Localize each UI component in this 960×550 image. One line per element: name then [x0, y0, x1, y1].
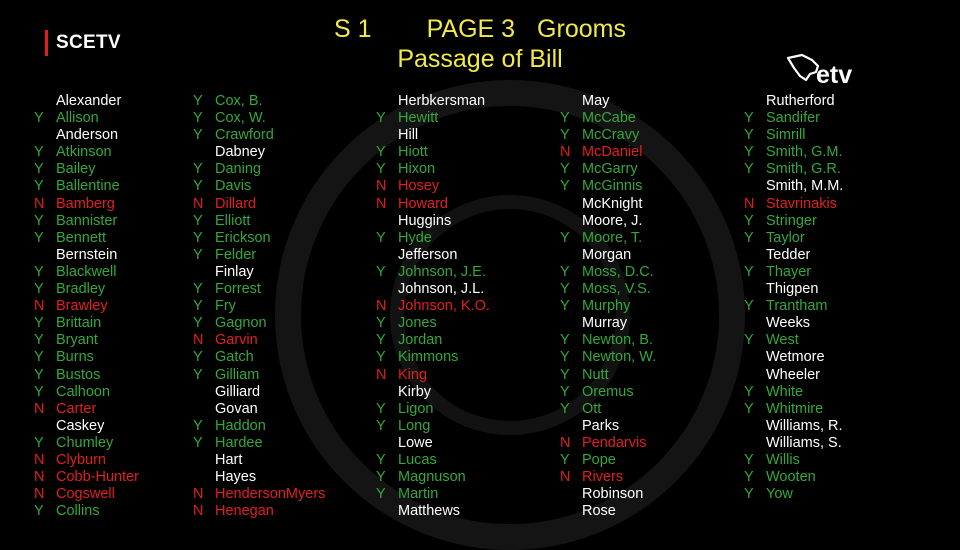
member-name: Gatch	[215, 349, 254, 366]
vote-mark: Y	[193, 417, 203, 434]
vote-mark: N	[560, 434, 571, 451]
member-name: Smith, G.M.	[766, 144, 843, 161]
member-name: Simrill	[766, 127, 806, 144]
member-name: Howard	[398, 195, 448, 212]
vote-mark: N	[193, 195, 204, 212]
vote-mark: Y	[193, 229, 203, 246]
member-name: Martin	[398, 486, 439, 503]
vote-mark: Y	[376, 110, 386, 127]
vote-mark: Y	[34, 366, 44, 383]
member-name: Bennett	[56, 229, 106, 246]
member-name: Alexander	[56, 93, 122, 109]
bill-sponsor: Grooms	[537, 15, 626, 43]
member-name: Lucas	[398, 451, 437, 468]
member-name: Hyde	[398, 229, 432, 246]
member-name: Gagnon	[215, 315, 267, 332]
member-name: Wooten	[766, 469, 816, 486]
vote-title: Passage of Bill	[397, 45, 563, 73]
vote-mark: N	[193, 486, 204, 503]
member-name: Bustos	[56, 366, 101, 383]
vote-mark: Y	[34, 315, 44, 332]
member-name: Carter	[56, 400, 97, 417]
vote-mark: N	[34, 451, 45, 468]
vote-mark: N	[193, 332, 204, 349]
vote-mark: Y	[560, 161, 570, 178]
vote-mark: Y	[560, 127, 570, 144]
vote-mark: Y	[560, 366, 570, 383]
vote-mark: N	[34, 469, 45, 486]
member-name: Newton, B.	[582, 332, 653, 349]
member-name: Hixon	[398, 161, 436, 178]
member-name: Hayes	[215, 469, 257, 486]
member-name: Gilliard	[215, 383, 261, 400]
member-name: Morgan	[582, 246, 632, 263]
vote-mark: Y	[376, 349, 386, 366]
member-name: McCabe	[582, 110, 636, 127]
bill-header	[0, 14, 960, 44]
member-name: HendersonMyers	[215, 486, 326, 503]
vote-mark: Y	[560, 229, 570, 246]
vote-mark: Y	[34, 383, 44, 400]
vote-mark: Y	[193, 298, 203, 315]
vote-mark: Y	[193, 161, 203, 178]
member-name: May	[582, 93, 610, 109]
vote-mark: N	[376, 195, 387, 212]
member-name: Hewitt	[398, 110, 439, 127]
member-name: Bailey	[56, 161, 96, 178]
vote-mark: Y	[34, 110, 44, 127]
vote-mark: Y	[744, 451, 754, 468]
member-name: Moore, T.	[582, 229, 643, 246]
member-name: Hardee	[215, 434, 263, 451]
vote-mark: Y	[34, 349, 44, 366]
member-name: Yow	[766, 486, 793, 503]
member-name: Bannister	[56, 212, 118, 229]
member-name: Robinson	[582, 486, 644, 503]
member-name: Pendarvis	[582, 434, 647, 451]
vote-mark: Y	[560, 451, 570, 468]
vote-mark: N	[193, 503, 204, 520]
member-name: Bernstein	[56, 246, 118, 263]
member-name: Hiott	[398, 144, 428, 161]
member-name: Chumley	[56, 434, 114, 451]
member-name: Finlay	[215, 263, 254, 280]
member-name: Cogswell	[56, 486, 115, 503]
vote-mark: Y	[193, 110, 203, 127]
member-name: Huggins	[398, 212, 452, 229]
vote-mark: Y	[560, 263, 570, 280]
member-name: Ott	[582, 400, 602, 417]
member-name: Blackwell	[56, 263, 117, 280]
member-name: Dabney	[215, 144, 265, 161]
vote-mark: Y	[744, 212, 754, 229]
vote-mark: Y	[744, 332, 754, 349]
vote-mark: Y	[193, 178, 203, 195]
member-name: Thayer	[766, 263, 812, 280]
member-name: Jordan	[398, 332, 443, 349]
member-name: Kimmons	[398, 349, 459, 366]
vote-mark: Y	[193, 212, 203, 229]
member-name: Smith, M.M.	[766, 178, 844, 195]
vote-mark: Y	[376, 161, 386, 178]
vote-mark: Y	[376, 469, 386, 486]
vote-mark: Y	[560, 110, 570, 127]
vote-mark: Y	[744, 144, 754, 161]
vote-mark: Y	[744, 161, 754, 178]
vote-mark: Y	[744, 486, 754, 503]
member-name: Rose	[582, 503, 616, 520]
member-name: Hosey	[398, 178, 440, 195]
member-name: Calhoon	[56, 383, 111, 400]
vote-mark: Y	[34, 212, 44, 229]
member-name: Matthews	[398, 503, 461, 520]
vote-mark: Y	[744, 469, 754, 486]
vote-mark: Y	[193, 315, 203, 332]
vote-mark: Y	[744, 110, 754, 127]
vote-mark: Y	[193, 366, 203, 383]
member-name: Stringer	[766, 212, 817, 229]
member-name: McDaniel	[582, 144, 643, 161]
member-name: Kirby	[398, 383, 432, 400]
vote-mark: N	[376, 298, 387, 315]
vote-mark: Y	[560, 332, 570, 349]
vote-mark: Y	[34, 263, 44, 280]
vote-mark: Y	[376, 486, 386, 503]
vote-mark: N	[744, 195, 755, 212]
vote-mark: N	[34, 195, 45, 212]
vote-mark: Y	[193, 349, 203, 366]
vote-mark: Y	[376, 144, 386, 161]
member-name: Burns	[56, 349, 94, 366]
svg-text:etv: etv	[816, 61, 853, 88]
member-name: Trantham	[766, 298, 828, 315]
vote-mark: Y	[193, 127, 203, 144]
vote-mark: Y	[193, 281, 203, 298]
vote-mark: Y	[744, 263, 754, 280]
member-name: Wheeler	[766, 366, 820, 383]
member-name: Williams, R.	[766, 417, 843, 434]
member-name: Felder	[215, 246, 257, 263]
member-name: Elliott	[215, 212, 251, 229]
member-name: Dillard	[215, 195, 257, 212]
member-name: Johnson, J.L.	[398, 281, 485, 298]
member-name: Davis	[215, 178, 252, 195]
member-name: West	[766, 332, 799, 349]
member-name: McGarry	[582, 161, 638, 178]
vote-mark: Y	[560, 349, 570, 366]
member-name: Erickson	[215, 229, 271, 246]
member-name: Thigpen	[766, 281, 819, 298]
bill-number: S 1	[334, 15, 372, 43]
member-name: Jefferson	[398, 246, 458, 263]
scetv-logo: SCETV	[45, 30, 121, 56]
member-name: Anderson	[56, 127, 119, 144]
vote-mark: Y	[34, 161, 44, 178]
member-name: Sandifer	[766, 110, 821, 127]
member-name: Cox, B.	[215, 93, 263, 109]
vote-mark: Y	[376, 451, 386, 468]
member-name: Crawford	[215, 127, 274, 144]
member-name: Smith, G.R.	[766, 161, 841, 178]
member-name: Garvin	[215, 332, 258, 349]
vote-mark: Y	[376, 332, 386, 349]
member-name: Bradley	[56, 281, 106, 298]
member-name: Oremus	[582, 383, 634, 400]
member-name: Tedder	[766, 246, 811, 263]
member-name: Murray	[582, 315, 628, 332]
member-name: Fry	[215, 298, 236, 315]
member-name: Allison	[56, 110, 99, 127]
member-name: Collins	[56, 503, 100, 520]
member-name: Brittain	[56, 315, 102, 332]
vote-mark: Y	[34, 434, 44, 451]
vote-mark: Y	[744, 229, 754, 246]
member-name: Cox, W.	[215, 110, 266, 127]
member-name: Gilliam	[215, 366, 260, 383]
member-name: McKnight	[582, 195, 643, 212]
vote-mark: N	[34, 486, 45, 503]
member-name: Weeks	[766, 315, 811, 332]
member-name: Johnson, J.E.	[398, 263, 486, 280]
vote-mark: Y	[560, 383, 570, 400]
member-name: Johnson, K.O.	[398, 298, 490, 315]
member-name: Lowe	[398, 434, 433, 451]
vote-mark: Y	[744, 127, 754, 144]
member-name: Brawley	[56, 298, 108, 315]
vote-mark: Y	[376, 263, 386, 280]
member-name: Daning	[215, 161, 261, 178]
member-name: Ballentine	[56, 178, 120, 195]
vote-mark: Y	[560, 178, 570, 195]
vote-mark: N	[34, 400, 45, 417]
member-name: Willis	[766, 451, 800, 468]
member-name: Herbkersman	[398, 93, 486, 109]
member-name: White	[766, 383, 804, 400]
member-name: Govan	[215, 400, 258, 417]
vote-mark: Y	[744, 298, 754, 315]
member-name: Haddon	[215, 417, 266, 434]
member-name: Moss, V.S.	[582, 281, 651, 298]
vote-mark: Y	[34, 144, 44, 161]
vote-mark: Y	[744, 400, 754, 417]
vote-mark: Y	[34, 229, 44, 246]
vote-mark: N	[376, 178, 387, 195]
vote-mark: N	[560, 469, 571, 486]
member-name: Bryant	[56, 332, 98, 349]
member-name: Bamberg	[56, 195, 115, 212]
vote-mark: Y	[193, 434, 203, 451]
member-name: Cobb-Hunter	[56, 469, 140, 486]
vote-mark: Y	[744, 383, 754, 400]
member-name: Pope	[582, 451, 616, 468]
sc-etv-logo-icon	[786, 52, 866, 88]
member-name: Henegan	[215, 503, 274, 520]
vote-mark: Y	[376, 315, 386, 332]
member-name: Wetmore	[766, 349, 825, 366]
member-name: Murphy	[582, 298, 631, 315]
member-name: McGinnis	[582, 178, 643, 195]
member-name: Hill	[398, 127, 419, 144]
member-name: King	[398, 366, 428, 383]
member-name: Newton, W.	[582, 349, 657, 366]
member-name: Ligon	[398, 400, 434, 417]
vote-mark: Y	[34, 503, 44, 520]
member-name: Stavrinakis	[766, 195, 837, 212]
member-name: Rutherford	[766, 93, 835, 109]
vote-mark: Y	[560, 400, 570, 417]
member-name: Williams, S.	[766, 434, 842, 451]
vote-mark: N	[376, 366, 387, 383]
member-name: Moore, J.	[582, 212, 643, 229]
page-number: PAGE 3	[426, 15, 516, 43]
vote-mark: Y	[376, 229, 386, 246]
member-name: Caskey	[56, 417, 105, 434]
member-name: McCravy	[582, 127, 640, 144]
vote-mark: Y	[376, 400, 386, 417]
member-name: Moss, D.C.	[582, 263, 654, 280]
vote-mark: N	[560, 144, 571, 161]
vote-mark: Y	[34, 281, 44, 298]
vote-mark: Y	[34, 332, 44, 349]
member-name: Taylor	[766, 229, 805, 246]
member-name: Long	[398, 417, 431, 434]
member-name: Forrest	[215, 281, 261, 298]
member-name: Whitmire	[766, 400, 824, 417]
member-name: Parks	[582, 417, 620, 434]
member-name: Nutt	[582, 366, 609, 383]
member-name: Clyburn	[56, 451, 106, 468]
member-name: Magnuson	[398, 469, 466, 486]
vote-mark: Y	[193, 246, 203, 263]
vote-mark: N	[34, 298, 45, 315]
member-name: Jones	[398, 315, 437, 332]
vote-mark: Y	[34, 178, 44, 195]
vote-mark: Y	[376, 417, 386, 434]
vote-mark: Y	[560, 281, 570, 298]
member-name: Hart	[215, 451, 243, 468]
vote-mark: Y	[193, 93, 203, 109]
member-name: Atkinson	[56, 144, 112, 161]
vote-mark: Y	[560, 298, 570, 315]
member-name: Rivers	[582, 469, 624, 486]
